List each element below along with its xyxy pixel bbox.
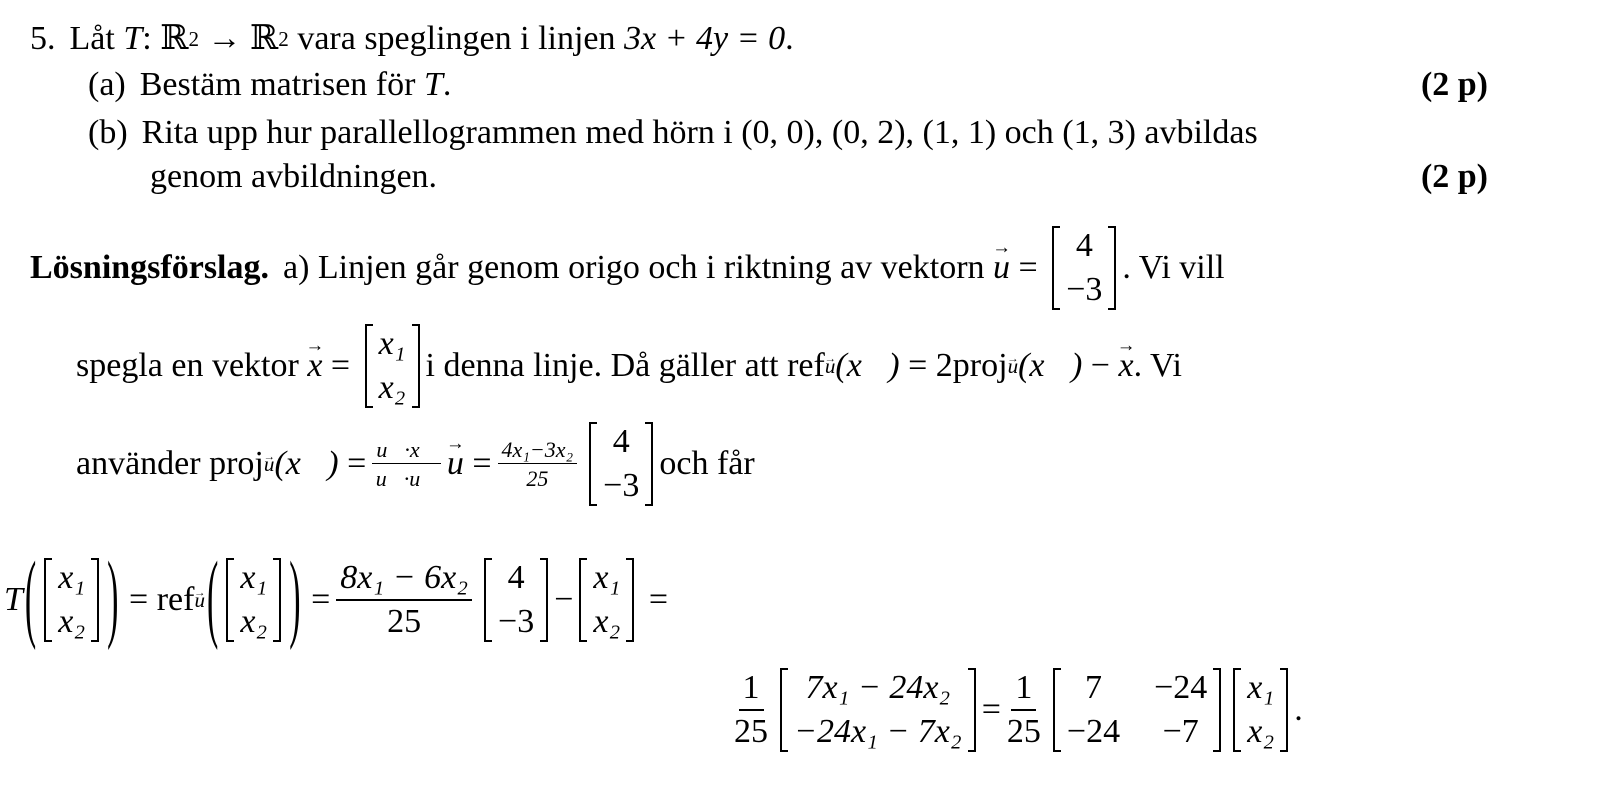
coefficient-fraction [498,438,578,490]
problem-intro: Låt [69,20,115,57]
period: . [785,20,794,57]
fraction-denominator: 25 [526,466,549,491]
equals-sign: = [908,347,928,384]
matrix-entry: x₁ [58,559,86,597]
part-a-var: T [423,66,443,103]
part-a-text: Bestäm matrisen för [139,66,416,103]
period: . [442,66,452,103]
matrix-entry: x₁ [378,325,406,363]
matrix-entry: −24 [1066,713,1121,750]
x-vector-matrix [365,324,420,407]
x-vector-symbol: x → [307,349,322,383]
problem-mid-text: vara speglingen i linjen [297,20,616,57]
fraction-denominator: u⃗·u⃗ [375,466,438,491]
matrix-entry: −24 [1154,669,1208,707]
matrix-entry: x₂ [1247,713,1275,750]
matrix-entry: 7 [1085,669,1102,707]
matrix-entry: x₁ [240,559,268,597]
fraction-denominator: 25 [387,603,422,640]
map-variable: T [4,581,23,618]
part-b-points: (2 p) [1420,158,1488,195]
matrix-entry: −3 [498,603,535,640]
problem-number: 5. [30,20,56,57]
part-b-label: (b) [88,114,128,151]
equals-sign: = [330,347,351,384]
solution-text-2: spegla en vektor [76,347,299,384]
matrix-entry: x₂ [378,369,406,406]
arrow-symbol: → [207,20,242,57]
matrix-entry: 4 [1075,227,1093,265]
matrix-entry: −3 [603,467,640,504]
ref-operator: ref [156,581,195,618]
problem-statement: 5. Låt T : ℝ 2 → ℝ 2 vara speglingen i linjen 3x + 4y = 0 . [30,20,794,57]
matrix-entry: x₂ [58,603,86,640]
fraction-numerator: 4x₁−3x₂ [498,438,578,464]
equals-sign: = [648,581,668,618]
solution-text-3-end: och får [659,445,755,482]
minus-sign: − [1090,347,1110,384]
matrix-entry: x₁ [1247,669,1275,707]
x-vector-symbol: x → [1118,349,1133,383]
fraction-denominator: 25 [734,713,768,750]
fraction-numerator: u⃗·x⃗ [372,438,441,464]
period: . [1294,691,1303,728]
u-vector-matrix [484,558,548,641]
colon: : [142,20,152,57]
solution-line-2: spegla en vektor x → = x₁ x₂ i denna linje. Då gäller att ref u (x⃗) = 2proj u (x⃗) − x → . Vi [76,320,1182,412]
fraction-numerator: 8x₁ − 6x₂ [336,560,472,601]
solution-text-1-end: . Vi vill [1122,249,1225,286]
equals-sign: = [981,691,1001,728]
solution-line-1 [30,222,1225,314]
solution-line-3: använder proj u (x⃗) = $\frac{u⃗\cdot x⃗}{u⃗\cdot u⃗}$ u → = $\frac{\text{4x₁−3x₂}}{25}$ 4 −3 och får [76,418,755,510]
equals-sign: = [347,445,367,482]
solution-text-2-mid: i denna linje. Då gäller att [425,347,779,384]
u-vector-matrix [589,422,653,505]
matrix-entry: −3 [1066,271,1103,308]
matrix-entry: x₂ [593,603,621,640]
x-vector-matrix [226,558,281,641]
matrix-entry: x₂ [240,603,268,640]
map-variable: T [123,20,143,57]
part-b-text-line1: Rita upp hur parallellogrammen med hörn i (0, 0), (0, 2), (1, 1) och (1, 3) avbildas [141,114,1258,151]
codomain-set: ℝ [250,20,279,57]
proj-argument: (x⃗) [1018,347,1083,384]
equals-sign: = [129,581,149,618]
reflection-matrix [1053,668,1221,751]
ref-argument: (x⃗) [835,347,900,384]
minus-sign: − [554,581,574,618]
u-vector-symbol: u → [993,251,1010,285]
equals-sign: = [472,445,492,482]
u-vector-symbol: u → [447,447,464,481]
dot-fraction [372,438,441,490]
fraction-denominator: 25 [1006,713,1041,750]
column-matrix [780,668,976,751]
fraction-numerator: 1 [1011,670,1036,711]
proj-operator: proj [209,445,264,482]
matrix-entry: −7 [1162,713,1199,750]
part-a-points: (2 p) [1420,66,1488,103]
x-vector-matrix [44,558,99,641]
matrix-entry: −24x₁ − 7x₂ [794,713,962,750]
part-a [88,68,451,102]
ref-operator: ref [787,347,825,384]
matrix-entry: 4 [612,423,630,461]
solution-text-2-end: . Vi [1133,347,1182,384]
solution-text-3: använder [76,445,201,482]
one-over-25-fraction [734,670,768,749]
display-equation-2 [728,662,1303,758]
display-equation-1: T ( x₁ x₂ ) = ref u ( x₁ x₂ ) = $\frac{\text{8x₁ − 6x₂}}{25}$ 4 −3 − x₁ x₂ = [4,544,668,653]
one-over-25-fraction [1007,670,1041,749]
matrix-entry: 4 [507,559,525,597]
equals-sign: = [1018,249,1038,286]
two-proj: 2proj [935,347,1008,384]
proj-argument: (x⃗) [274,445,339,482]
solution-text-1: a) Linjen går genom origo och i riktning av vektorn [283,249,985,286]
part-b-text-line2: genom avbildningen. [150,158,438,195]
equals-sign: = [311,581,331,618]
u-vector-matrix [1052,226,1116,309]
fraction-numerator: 1 [739,670,764,711]
part-a-label: (a) [88,66,126,103]
big-fraction [336,560,472,639]
x-vector-matrix [579,558,634,641]
line-equation: 3x + 4y = 0 [624,20,786,57]
matrix-entry: x₁ [593,559,621,597]
domain-set: ℝ [160,20,189,57]
matrix-entry: 7x₁ − 24x₂ [805,669,951,707]
solution-heading: Lösningsförslag. [30,249,269,286]
part-b [88,116,1258,150]
x-vector-matrix [1233,668,1288,751]
